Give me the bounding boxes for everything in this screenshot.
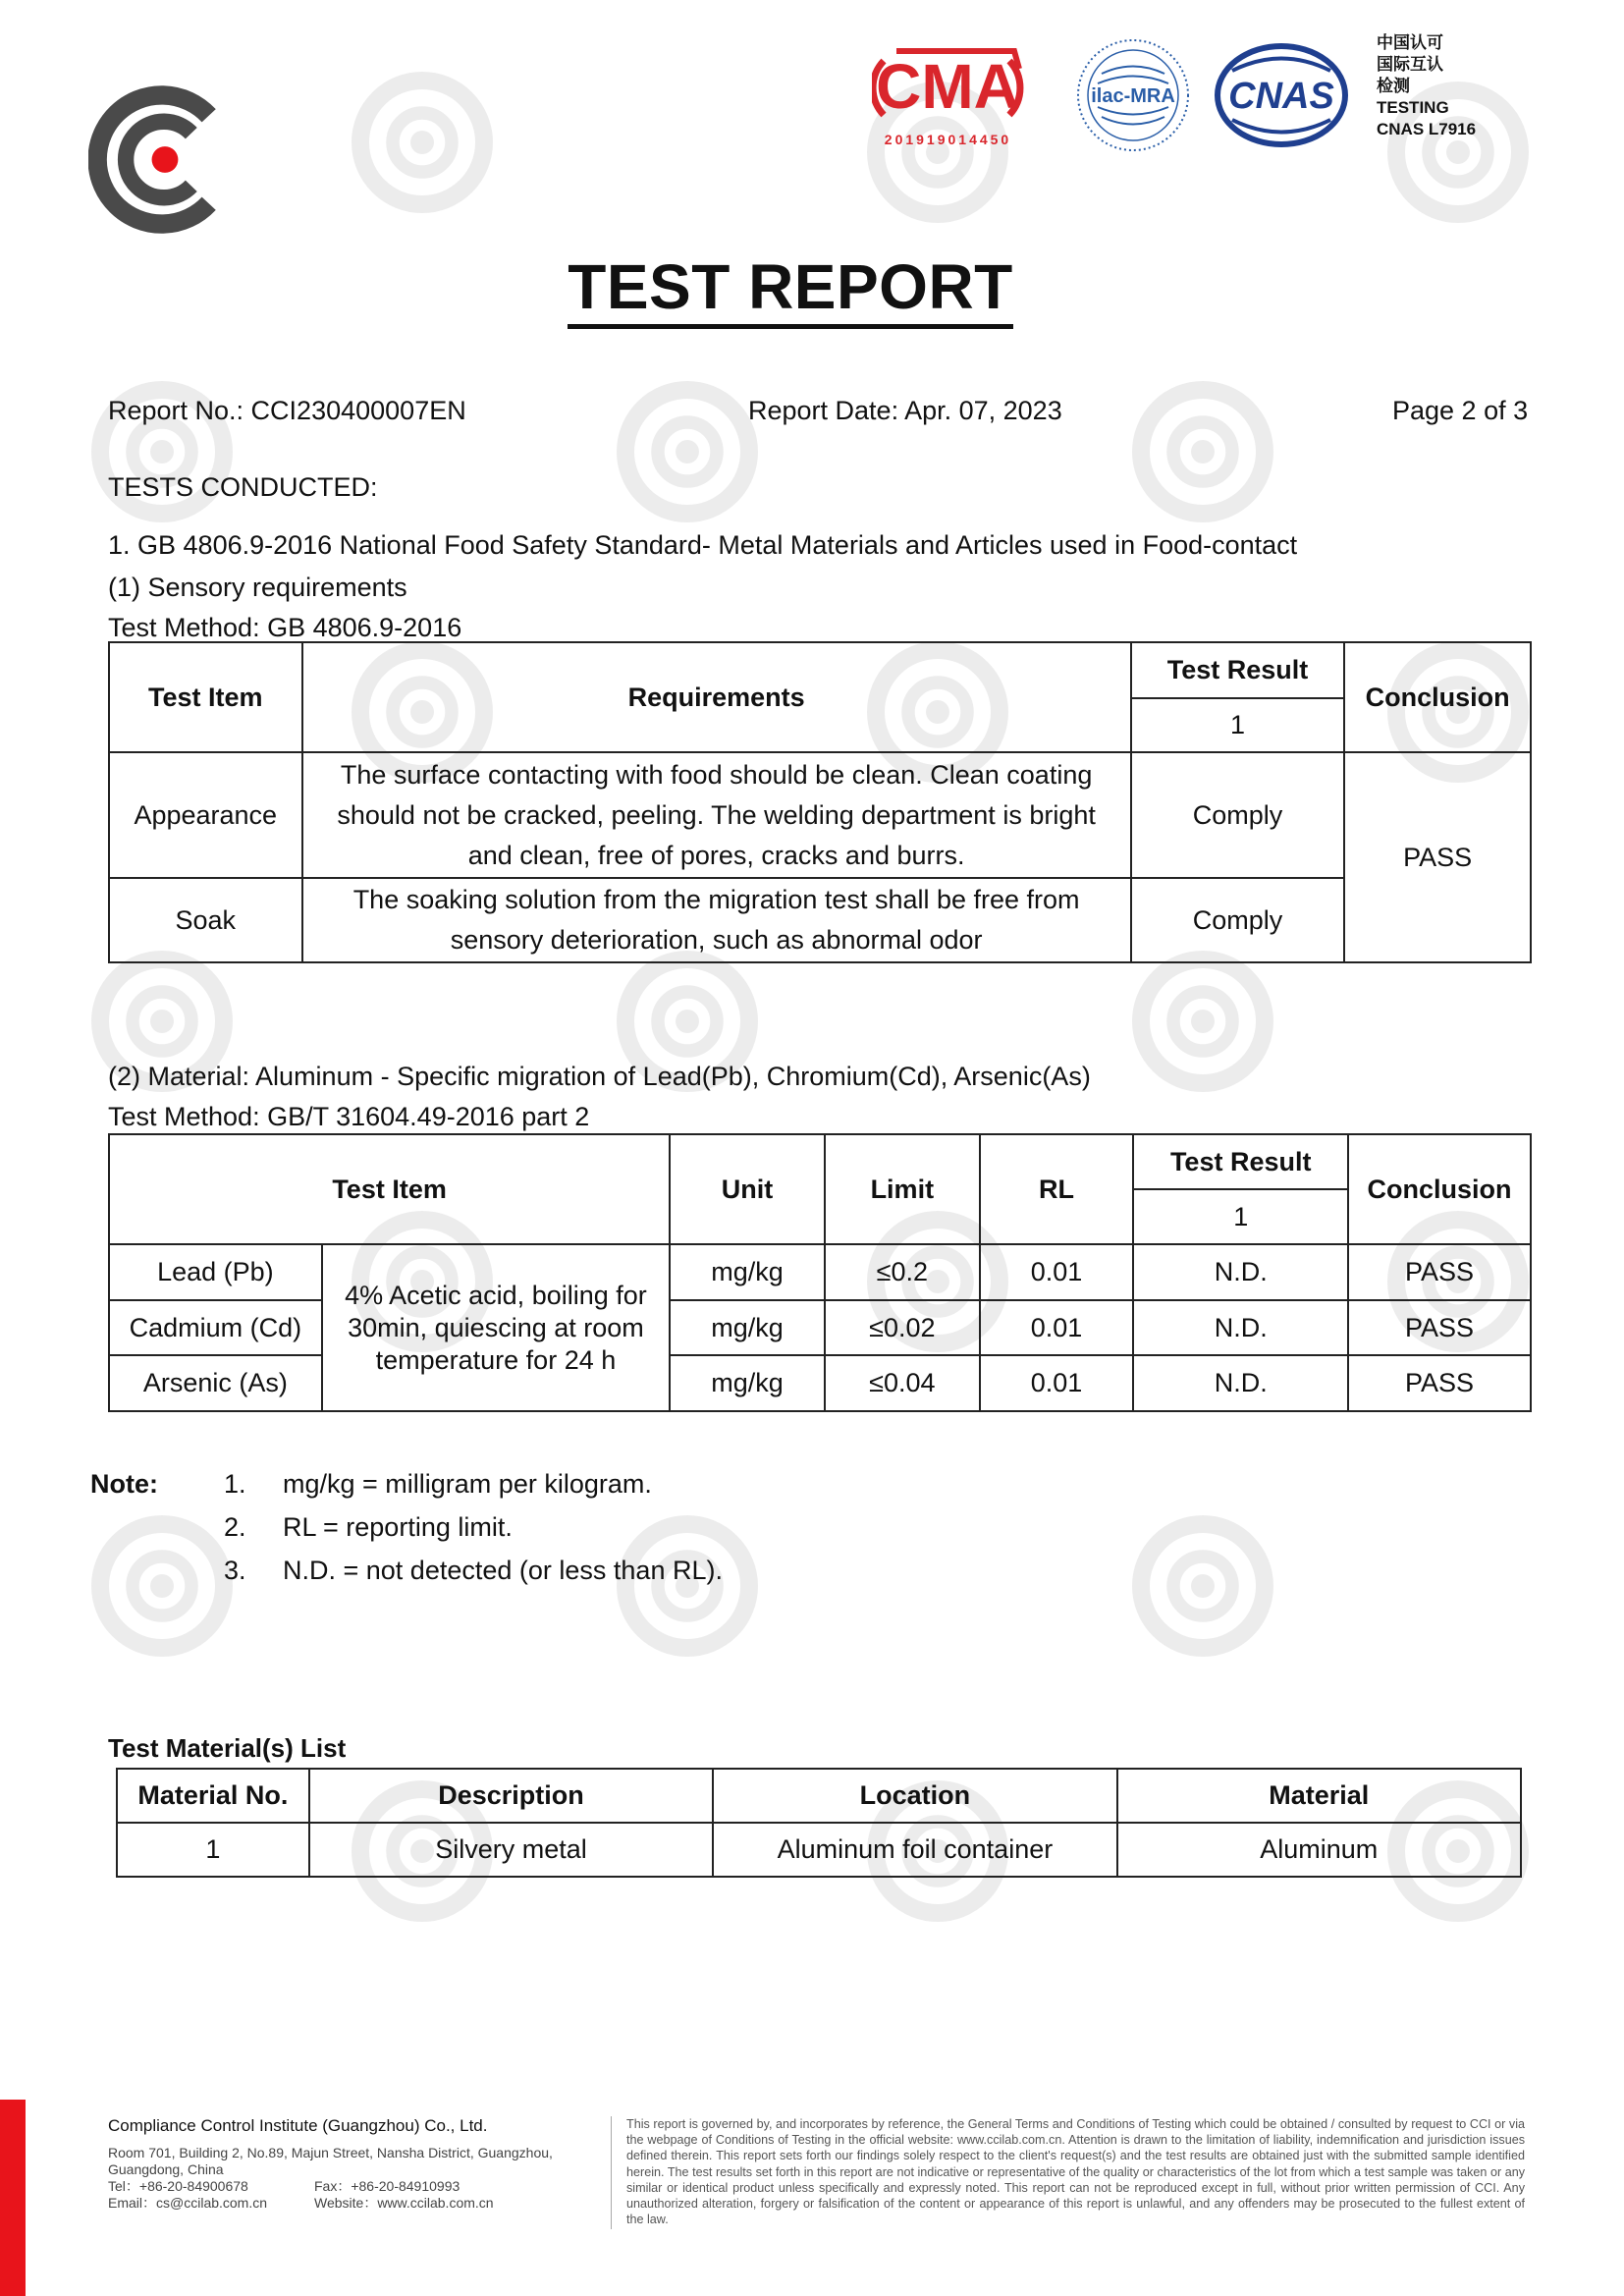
- header-limit: Limit: [825, 1134, 980, 1244]
- note-number: 1.: [224, 1469, 246, 1499]
- watermark-icon: [614, 378, 761, 525]
- watermark-icon: [1129, 378, 1276, 525]
- row-limit: ≤0.02: [825, 1300, 980, 1355]
- header-location: Location: [713, 1769, 1116, 1823]
- page-number: Page 2 of 3: [1392, 396, 1529, 425]
- header-rl: RL: [980, 1134, 1134, 1244]
- section1-title: (1) Sensory requirements: [108, 573, 407, 602]
- page-title: TEST REPORT: [0, 250, 1581, 323]
- row-conclusion: PASS: [1348, 1244, 1531, 1300]
- header-description: Description: [309, 1769, 713, 1823]
- row-item: Soak: [109, 878, 302, 962]
- footer-address: Guangdong, China: [108, 2161, 224, 2177]
- ilac-label: ilac-MRA: [1091, 85, 1175, 107]
- table-row: [117, 1823, 1521, 1877]
- row-rl: 0.01: [980, 1355, 1134, 1411]
- row-limit: ≤0.2: [825, 1244, 980, 1300]
- footer-accent-bar: [0, 2100, 26, 2296]
- sensory-requirements-table: [108, 641, 1532, 963]
- migration-test-table: [108, 1133, 1532, 1412]
- footer-email[interactable]: Email：cs@ccilab.com.cn: [108, 2195, 268, 2211]
- cert-line: 中国认可: [1377, 33, 1443, 52]
- header-material: Material: [1117, 1769, 1521, 1823]
- note-label: Note:: [90, 1469, 158, 1499]
- cnas-certification-text: [1377, 32, 1476, 140]
- materials-table: [116, 1768, 1522, 1878]
- footer-terms: This report is governed by, and incorporates by reference, the General Terms and Conditions of Testing which could be obtained / consulted by request to CCI or via the webpage of Conditions of Testing in the official website: www.ccilab.com.cn. Attention is drawn to the limitation of liability, indemnification and jurisdiction issues defined therein. This report sets forth our findings solely respect to the client's request(s) and the test results are obtained just with the submitted sample identified herein. The test results set forth in this report are not indicative or representative of the quality or characteristics of the lot from which a test sample was taken or any similar or identical product unless specifically and expressly noted. This report can not be reproduced except in full, without prior written permission of CCI. Any unauthorized alteration, forgery or falsification of the content or appearance of this report is unlawful, and any offenders may be prosecuted to the fullest extent of the law.: [626, 2117, 1525, 2227]
- cert-line: CNAS L7916: [1377, 120, 1477, 138]
- cma-number: 201919014450: [884, 132, 1012, 147]
- row-material-no: 1: [117, 1823, 309, 1877]
- header-result-number: 1: [1133, 1189, 1348, 1244]
- watermark-icon: [349, 69, 496, 216]
- materials-title: Test Material(s) List: [108, 1733, 347, 1763]
- standard-line: 1. GB 4806.9-2016 National Food Safety Standard- Metal Materials and Articles used in Food-contact: [108, 530, 1298, 560]
- header-test-result: Test Result: [1131, 642, 1345, 698]
- cert-line: TESTING: [1377, 98, 1449, 117]
- section2-title: (2) Material: Aluminum - Specific migration of Lead(Pb), Chromium(Cd), Arsenic(As): [108, 1062, 1091, 1091]
- row-requirement: The surface contacting with food should be clean. Clean coating should not be cracked, peeling. The welding department is bright and clean, free of pores, cracks and burrs.: [302, 752, 1131, 878]
- cma-mark-icon: [872, 41, 1024, 125]
- footer-divider: [611, 2116, 612, 2229]
- row-conclusion: PASS: [1348, 1355, 1531, 1411]
- row-item: Arsenic (As): [109, 1355, 322, 1411]
- row-description: Silvery metal: [309, 1823, 713, 1877]
- footer-company: Compliance Control Institute (Guangzhou) Co., Ltd.: [108, 2116, 488, 2135]
- note-number: 2.: [224, 1512, 246, 1542]
- row-unit: mg/kg: [670, 1300, 825, 1355]
- row-item: Appearance: [109, 752, 302, 878]
- header-conclusion: Conclusion: [1348, 1134, 1531, 1244]
- row-result: Comply: [1131, 752, 1345, 878]
- row-result: Comply: [1131, 878, 1345, 962]
- footer-fax: Fax：+86-20-84910993: [314, 2178, 460, 2194]
- note-text: N.D. = not detected (or less than RL).: [283, 1556, 723, 1585]
- report-date: Report Date: Apr. 07, 2023: [748, 396, 1062, 425]
- footer-address: Room 701, Building 2, No.89, Majun Street, Nansha District, Guangzhou,: [108, 2145, 553, 2160]
- conclusion-cell: PASS: [1344, 752, 1531, 962]
- section1-method: Test Method: GB 4806.9-2016: [108, 613, 462, 642]
- header-test-result: Test Result: [1133, 1134, 1348, 1189]
- row-conclusion: PASS: [1348, 1300, 1531, 1355]
- cert-line: 检测: [1377, 77, 1410, 95]
- tests-conducted-heading: TESTS CONDUCTED:: [108, 472, 378, 502]
- note-number: 3.: [224, 1556, 246, 1585]
- footer-website[interactable]: Website：www.ccilab.com.cn: [314, 2195, 494, 2211]
- header-test-item: Test Item: [109, 1134, 670, 1244]
- row-item: Lead (Pb): [109, 1244, 322, 1300]
- watermark-icon: [614, 1512, 761, 1660]
- header-result-number: 1: [1131, 698, 1345, 752]
- row-result: N.D.: [1133, 1300, 1348, 1355]
- header-conclusion: Conclusion: [1344, 642, 1531, 752]
- row-rl: 0.01: [980, 1244, 1134, 1300]
- header-test-item: Test Item: [109, 642, 302, 752]
- header-material-no: Material No.: [117, 1769, 309, 1823]
- cnas-logo-icon: [1213, 41, 1350, 149]
- header-requirements: Requirements: [302, 642, 1131, 752]
- row-material: Aluminum: [1117, 1823, 1521, 1877]
- cnas-label: CNAS: [1228, 76, 1334, 117]
- watermark-icon: [88, 1512, 236, 1660]
- row-rl: 0.01: [980, 1300, 1134, 1355]
- ilac-mra-logo-icon: [1072, 34, 1195, 157]
- table-row: [109, 1244, 1531, 1300]
- test-condition: 4% Acetic acid, boiling for 30min, quiescing at room temperature for 24 h: [322, 1244, 670, 1411]
- row-item: Cadmium (Cd): [109, 1300, 322, 1355]
- note-text: RL = reporting limit.: [283, 1512, 513, 1542]
- header-unit: Unit: [670, 1134, 825, 1244]
- watermark-icon: [1129, 948, 1276, 1095]
- note-text: mg/kg = milligram per kilogram.: [283, 1469, 652, 1499]
- watermark-icon: [1129, 1512, 1276, 1660]
- row-limit: ≤0.04: [825, 1355, 980, 1411]
- row-unit: mg/kg: [670, 1355, 825, 1411]
- footer-tel: Tel：+86-20-84900678: [108, 2178, 248, 2194]
- cci-logo-icon: [88, 83, 236, 236]
- section2-method: Test Method: GB/T 31604.49-2016 part 2: [108, 1102, 590, 1131]
- row-location: Aluminum foil container: [713, 1823, 1116, 1877]
- cma-label: CMA: [876, 51, 1019, 122]
- row-requirement: The soaking solution from the migration test shall be free from sensory deterioration, such as abnormal odor: [302, 878, 1131, 962]
- report-number: Report No.: CCI230400007EN: [108, 396, 466, 425]
- row-unit: mg/kg: [670, 1244, 825, 1300]
- cert-line: 国际互认: [1377, 55, 1443, 74]
- row-result: N.D.: [1133, 1355, 1348, 1411]
- row-result: N.D.: [1133, 1244, 1348, 1300]
- cma-logo: [872, 41, 1024, 149]
